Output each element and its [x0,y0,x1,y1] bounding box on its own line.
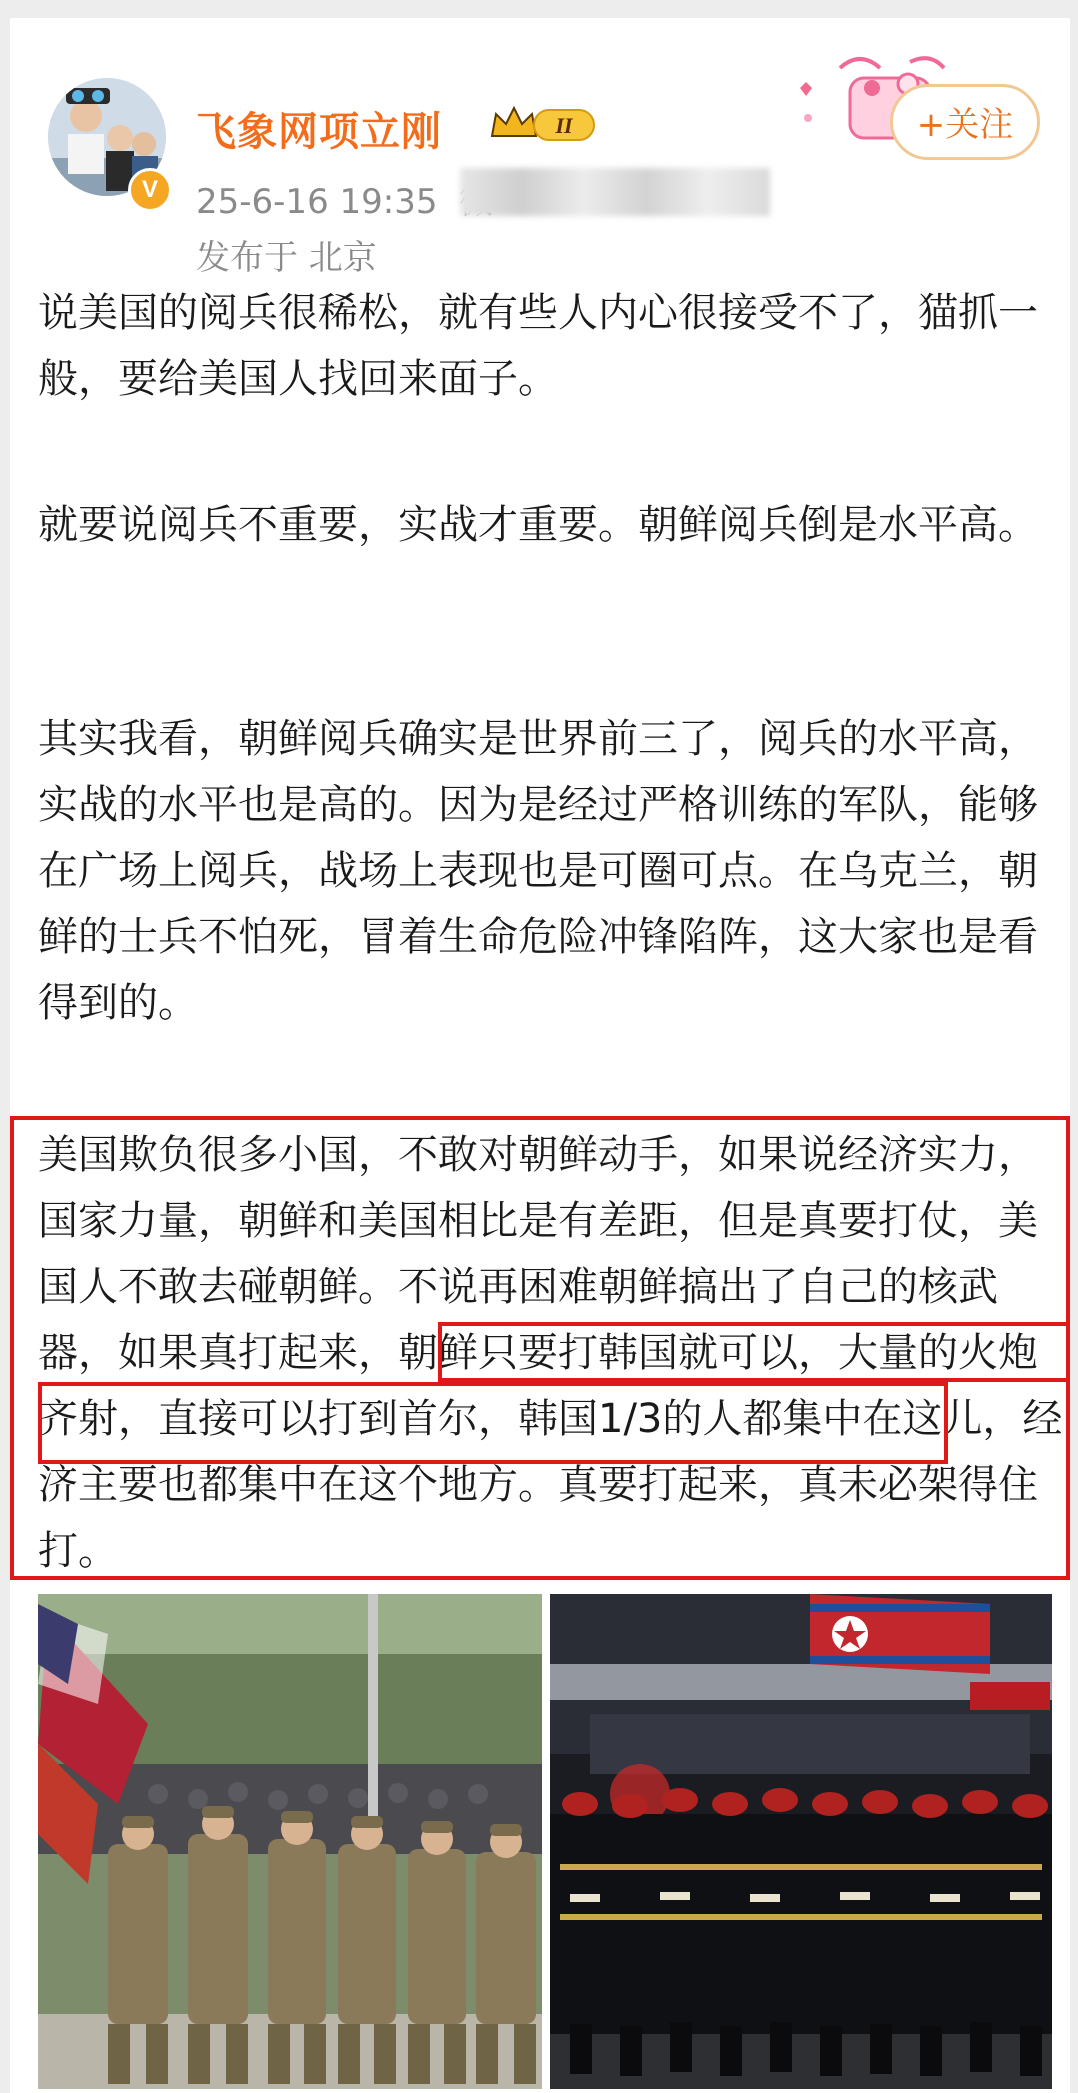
post-paragraph-4: 美国欺负很多小国，不敢对朝鲜动手，如果说经济实力，国家力量，朝鲜和美国相比是有差距，但是真要打仗，美国人不敢去碰朝鲜。不说再困难朝鲜搞出了自己的核武器，如果真打起来，朝鲜只要打韩国就可以，大量的火炮齐射，直接可以打到首尔，韩国1/3的人都集中在这儿，经济主要也都集中在这个地方。真要打起来，真未必架得住打。 [38,1132,1063,1574]
vip-level-text: II [555,113,573,138]
post-paragraph-1: 说美国的阅兵很稀松，就有些人内心很接受不了，猫抓一般，要给美国人找回来面子。 [38,290,1038,402]
timestamp-text: 25-6-16 19:35 [196,182,438,222]
north-korea-parade-image [550,1594,1052,2089]
weibo-post-card [10,18,1070,2093]
north-korea-parade-photo[interactable] [550,1594,1052,2089]
redacted-source-blur [460,168,770,216]
highlight-box-inner-bottom [38,1382,948,1464]
post-paragraph-2: 就要说阅兵不重要，实战才重要。朝鲜阅兵倒是水平高。 [38,502,1038,548]
post-location: 发布于 北京 [196,238,377,278]
post-timestamp [196,174,493,223]
verified-badge-icon: V [128,168,172,212]
us-parade-image [38,1594,542,2089]
highlight-box-inner-top [438,1322,1070,1382]
vip-level-badge-icon[interactable] [488,102,598,148]
username[interactable]: 飞象网项立刚 [196,109,442,155]
follow-button[interactable]: +关注 [890,84,1040,160]
post-paragraph-3: 其实我看，朝鲜阅兵确实是世界前三了，阅兵的水平高，实战的水平也是高的。因为是经过严格训练的军队，能够在广场上阅兵，战场上表现也是可圈可点。在乌克兰，朝鲜的士兵不怕死，冒着生命危险冲锋陷阵，这大家也是看得到的。 [38,716,1038,1026]
us-parade-photo[interactable] [38,1594,542,2089]
